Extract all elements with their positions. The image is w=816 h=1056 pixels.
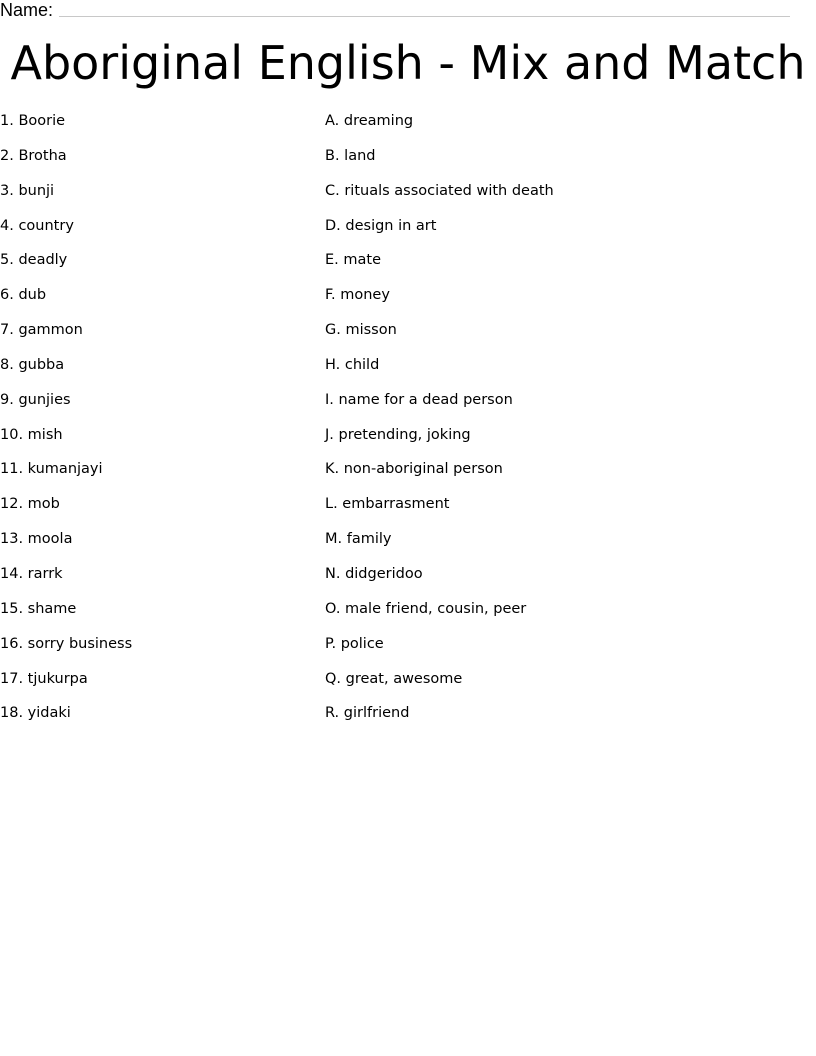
definition-item: M. family: [325, 531, 392, 548]
definition-item: F. money: [325, 287, 390, 304]
definition-item: D. design in art: [325, 217, 437, 234]
definition-item: J. pretending, joking: [325, 426, 471, 443]
term-item: 18. yidaki: [0, 705, 71, 722]
term-item: 17. tjukurpa: [0, 670, 88, 687]
definition-item: P. police: [325, 635, 384, 652]
term-item: 8. gubba: [0, 356, 65, 373]
name-blank-line: [59, 16, 790, 17]
term-item: 11. kumanjayi: [0, 461, 103, 478]
name-label: Name:: [0, 0, 54, 20]
term-item: 13. moola: [0, 531, 73, 548]
definition-item: H. child: [325, 356, 380, 373]
term-item: 3. bunji: [0, 182, 55, 199]
definition-item: R. girlfriend: [325, 705, 410, 722]
definition-item: N. didgeridoo: [325, 565, 423, 582]
name-row: [0, 0, 790, 22]
term-item: 12. mob: [0, 496, 60, 513]
definition-item: B. land: [325, 147, 376, 164]
term-item: 7. gammon: [0, 322, 83, 339]
terms-list: [0, 109, 300, 736]
term-item: 14. rarrk: [0, 565, 63, 582]
term-item: 9. gunjies: [0, 391, 71, 408]
term-item: 1. Boorie: [0, 113, 66, 129]
worksheet-title: Aboriginal English - Mix and Match: [10, 36, 806, 90]
definition-item: E. mate: [325, 252, 381, 269]
definitions-list: [325, 109, 795, 736]
term-item: 4. country: [0, 217, 74, 234]
definition-item: I. name for a dead person: [325, 391, 513, 408]
term-item: 6. dub: [0, 287, 47, 304]
term-item: 2. Brotha: [0, 147, 67, 164]
definition-item: L. embarrasment: [325, 496, 450, 513]
definition-item: Q. great, awesome: [325, 670, 463, 687]
term-item: 10. mish: [0, 426, 63, 443]
term-item: 15. shame: [0, 600, 77, 617]
definition-item: O. male friend, cousin, peer: [325, 600, 527, 617]
definition-item: C. rituals associated with death: [325, 182, 554, 199]
term-item: 16. sorry business: [0, 635, 133, 652]
definition-item: K. non-aboriginal person: [325, 461, 503, 478]
definition-item: A. dreaming: [325, 113, 414, 129]
definition-item: G. misson: [325, 322, 397, 339]
term-item: 5. deadly: [0, 252, 68, 269]
